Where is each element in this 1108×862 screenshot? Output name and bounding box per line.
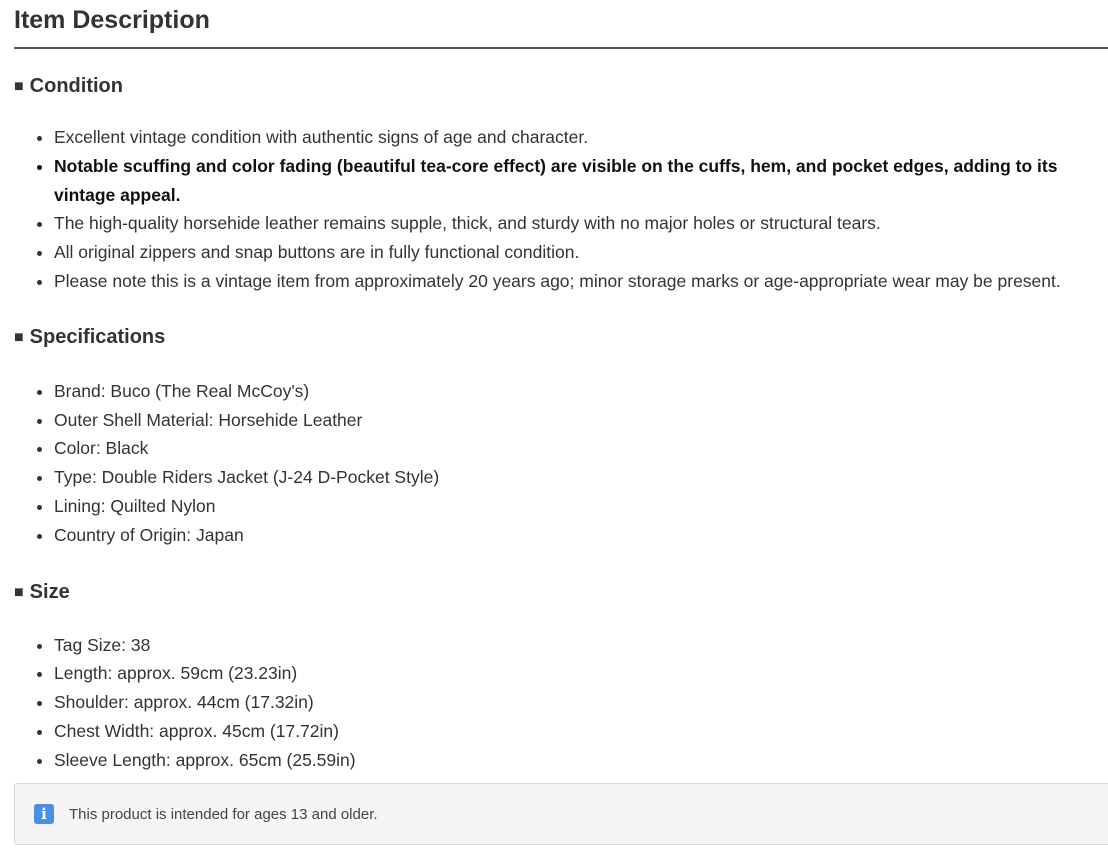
specifications-list (14, 377, 1108, 550)
list-item: • Lining: Quilted Nylon (54, 492, 1108, 521)
list-item: • Notable scuffing and color fading (beautiful tea-core effect) are visible on the cuffs, hem, and pocket edges, adding to its vintage appeal. (54, 152, 1108, 210)
list-item: • Sleeve Length: approx. 65cm (25.59in) (54, 746, 1108, 775)
item-description (14, 0, 1108, 775)
section-marker: ■ (14, 78, 24, 95)
section-heading-label: Condition (29, 75, 123, 97)
list-item: • All original zippers and snap buttons are in fully functional condition. (54, 238, 1108, 267)
section-heading-specifications (14, 325, 1108, 351)
size-list (14, 631, 1108, 775)
section-heading-condition (14, 74, 1108, 100)
section-heading-label: Size (29, 580, 70, 603)
section-marker: ■ (14, 328, 24, 346)
section-heading-label: Specifications (29, 325, 166, 348)
list-item: • Outer Shell Material: Horsehide Leather (54, 406, 1108, 435)
list-item: • Shoulder: approx. 44cm (17.32in) (54, 688, 1108, 717)
condition-list (14, 123, 1108, 296)
info-icon: i (34, 804, 54, 824)
page-title: Item Description (14, 0, 1108, 49)
list-item: • Chest Width: approx. 45cm (17.72in) (54, 717, 1108, 746)
list-item: • Country of Origin: Japan (54, 521, 1108, 550)
section-heading-size (14, 580, 1108, 606)
section-marker: ■ (14, 583, 24, 601)
notice-text: This product is intended for ages 13 and older. (69, 805, 378, 823)
list-item: • Type: Double Riders Jacket (J-24 D-Pocket Style) (54, 463, 1108, 492)
list-item: • Tag Size: 38 (54, 631, 1108, 660)
list-item: • Brand: Buco (The Real McCoy's) (54, 377, 1108, 406)
list-item: • Please note this is a vintage item from approximately 20 years ago; minor storage marks or age-appropriate wear may be present. (54, 267, 1108, 296)
list-item: • The high-quality horsehide leather remains supple, thick, and sturdy with no major holes or structural tears. (54, 209, 1108, 238)
list-item: • Length: approx. 59cm (23.23in) (54, 659, 1108, 688)
list-item: • Excellent vintage condition with authentic signs of age and character. (54, 123, 1108, 152)
age-notice-box (14, 783, 1108, 845)
list-item: • Color: Black (54, 434, 1108, 463)
